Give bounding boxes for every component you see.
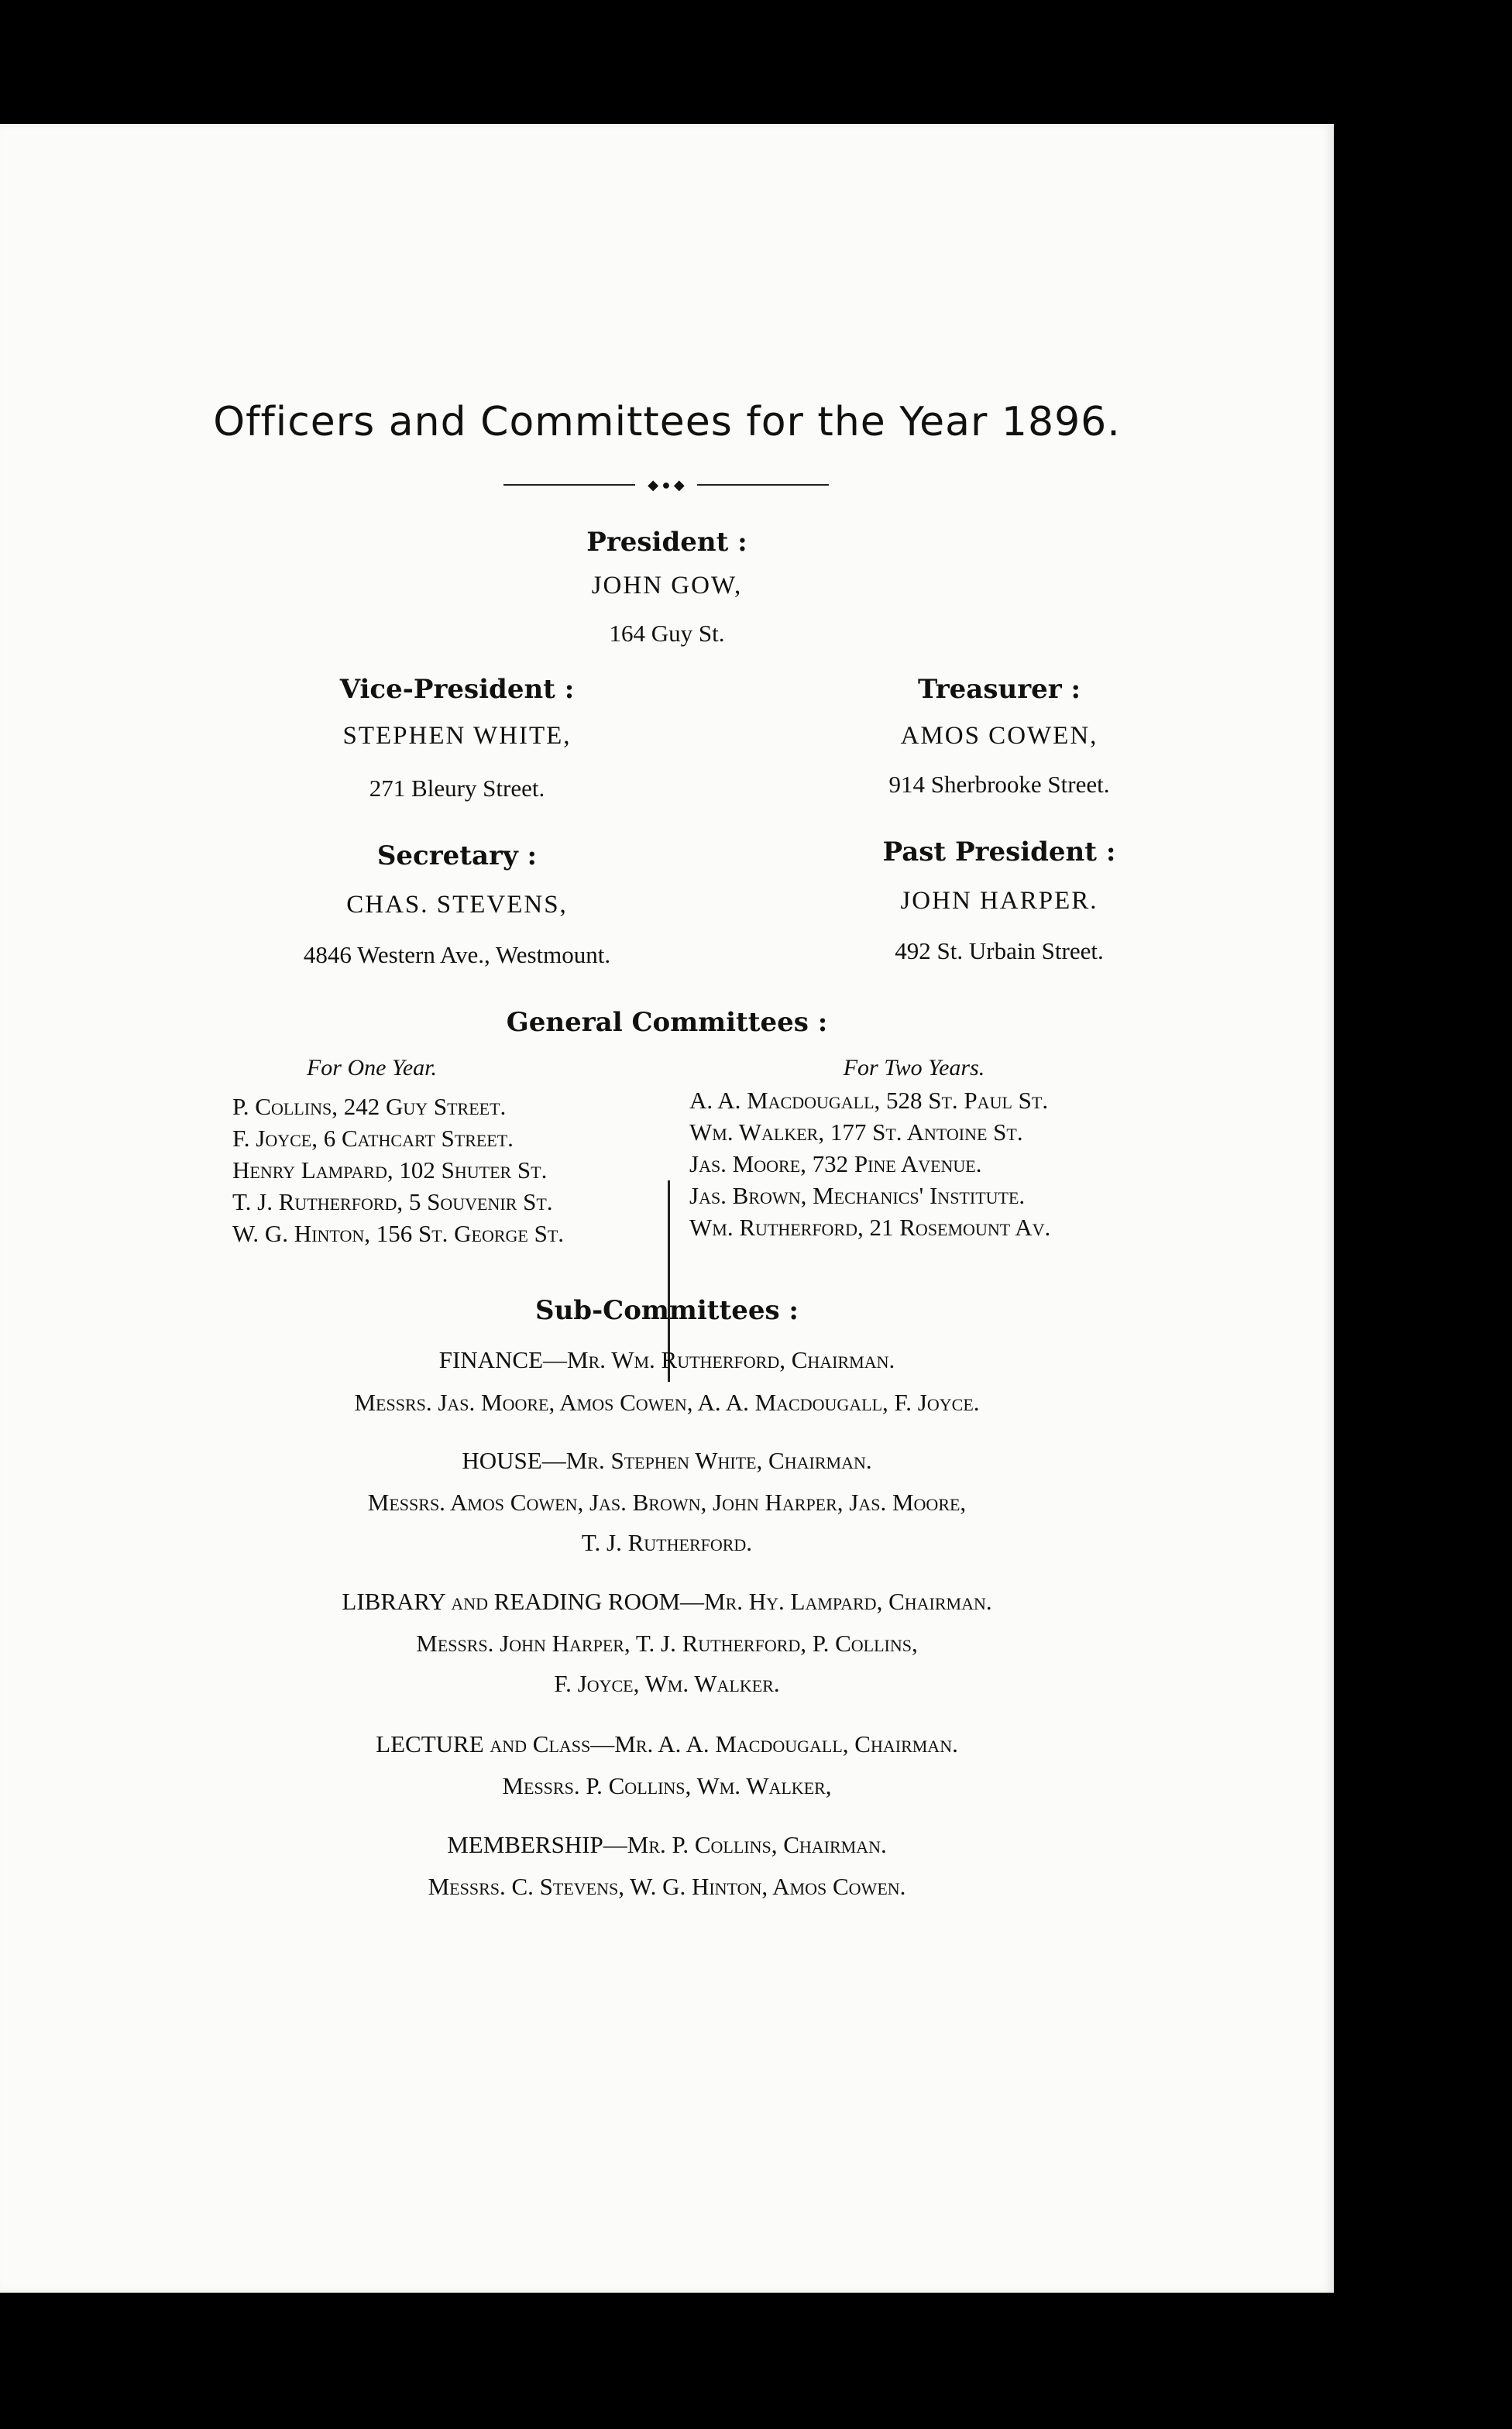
- page-title: Officers and Committees for the Year 1896.: [213, 399, 1121, 445]
- house-chair: HOUSE—Mr. Stephen White, Chairman.: [462, 1447, 872, 1474]
- president-heading: President :: [586, 527, 747, 558]
- list-item: Henry Lampard, 102 Shuter St.: [232, 1156, 548, 1184]
- two-years-label: For Two Years.: [843, 1055, 985, 1081]
- list-item: F. Joyce, 6 Cathcart Street.: [232, 1125, 514, 1152]
- finance-members: Messrs. Jas. Moore, Amos Cowen, A. A. Macdougall, F. Joyce.: [354, 1389, 980, 1416]
- finance-chair: FINANCE—Mr. Wm. Rutherford, Chairman.: [438, 1346, 895, 1373]
- past-president-address: 492 St. Urbain Street.: [895, 937, 1104, 964]
- list-item: T. J. Rutherford, 5 Souvenir St.: [232, 1188, 553, 1215]
- house-members-line-1: Messrs. Amos Cowen, Jas. Brown, John Harper, Jas. Moore,: [367, 1489, 967, 1516]
- list-item: Jas. Brown, Mechanics' Institute.: [689, 1182, 1026, 1209]
- past-president-heading: Past President :: [882, 837, 1116, 868]
- sub-committees-heading: Sub-Committees :: [535, 1295, 799, 1326]
- vice-president-name: STEPHEN WHITE,: [342, 722, 572, 750]
- two-years-members: [689, 1084, 1050, 1243]
- list-item: W. G. Hinton, 156 St. George St.: [232, 1220, 565, 1247]
- lecture-members: Messrs. P. Collins, Wm. Walker,: [502, 1772, 832, 1799]
- list-item: Wm. Rutherford, 21 Rosemount Av.: [689, 1214, 1051, 1241]
- secretary-name: CHAS. STEVENS,: [346, 891, 568, 919]
- treasurer-address: 914 Sherbrooke Street.: [888, 771, 1110, 798]
- one-year-members: [232, 1091, 564, 1249]
- lecture-chair: LECTURE and Class—Mr. A. A. Macdougall, Chairman.: [376, 1730, 958, 1757]
- list-item: A. A. Macdougall, 528 St. Paul St.: [689, 1087, 1049, 1114]
- general-committees-heading: General Committees :: [506, 1007, 828, 1038]
- library-members-line-2: F. Joyce, Wm. Walker.: [554, 1670, 780, 1697]
- membership-chair: MEMBERSHIP—Mr. P. Collins, Chairman.: [447, 1831, 887, 1858]
- title-ornament: [503, 477, 829, 493]
- house-members-line-2: T. J. Rutherford.: [581, 1529, 753, 1556]
- ornament-rule-left: [503, 484, 635, 486]
- past-president-name: JOHN HARPER.: [900, 887, 1098, 915]
- document-page: [0, 124, 1334, 2293]
- one-year-label: For One Year.: [306, 1055, 438, 1081]
- ornament-dots: ◆ ● ◆: [648, 477, 685, 493]
- president-address: 164 Guy St.: [609, 620, 725, 647]
- vice-president-heading: Vice-President :: [339, 674, 575, 705]
- list-item: Jas. Moore, 732 Pine Avenue.: [689, 1150, 982, 1177]
- secretary-address: 4846 Western Ave., Westmount.: [303, 941, 611, 968]
- list-item: Wm. Walker, 177 St. Antoine St.: [689, 1118, 1023, 1146]
- secretary-heading: Secretary :: [376, 840, 538, 871]
- library-chair: LIBRARY and READING ROOM—Mr. Hy. Lampard, Chairman.: [342, 1588, 992, 1615]
- list-item: P. Collins, 242 Guy Street.: [232, 1093, 507, 1120]
- ornament-rule-right: [697, 484, 829, 486]
- library-members-line-1: Messrs. John Harper, T. J. Rutherford, P. Collins,: [416, 1630, 918, 1657]
- treasurer-heading: Treasurer :: [917, 674, 1081, 705]
- president-name: JOHN GOW,: [591, 572, 743, 600]
- membership-members: Messrs. C. Stevens, W. G. Hinton, Amos Cowen.: [428, 1873, 906, 1900]
- treasurer-name: AMOS COWEN,: [900, 722, 1098, 750]
- vice-president-address: 271 Bleury Street.: [369, 775, 545, 802]
